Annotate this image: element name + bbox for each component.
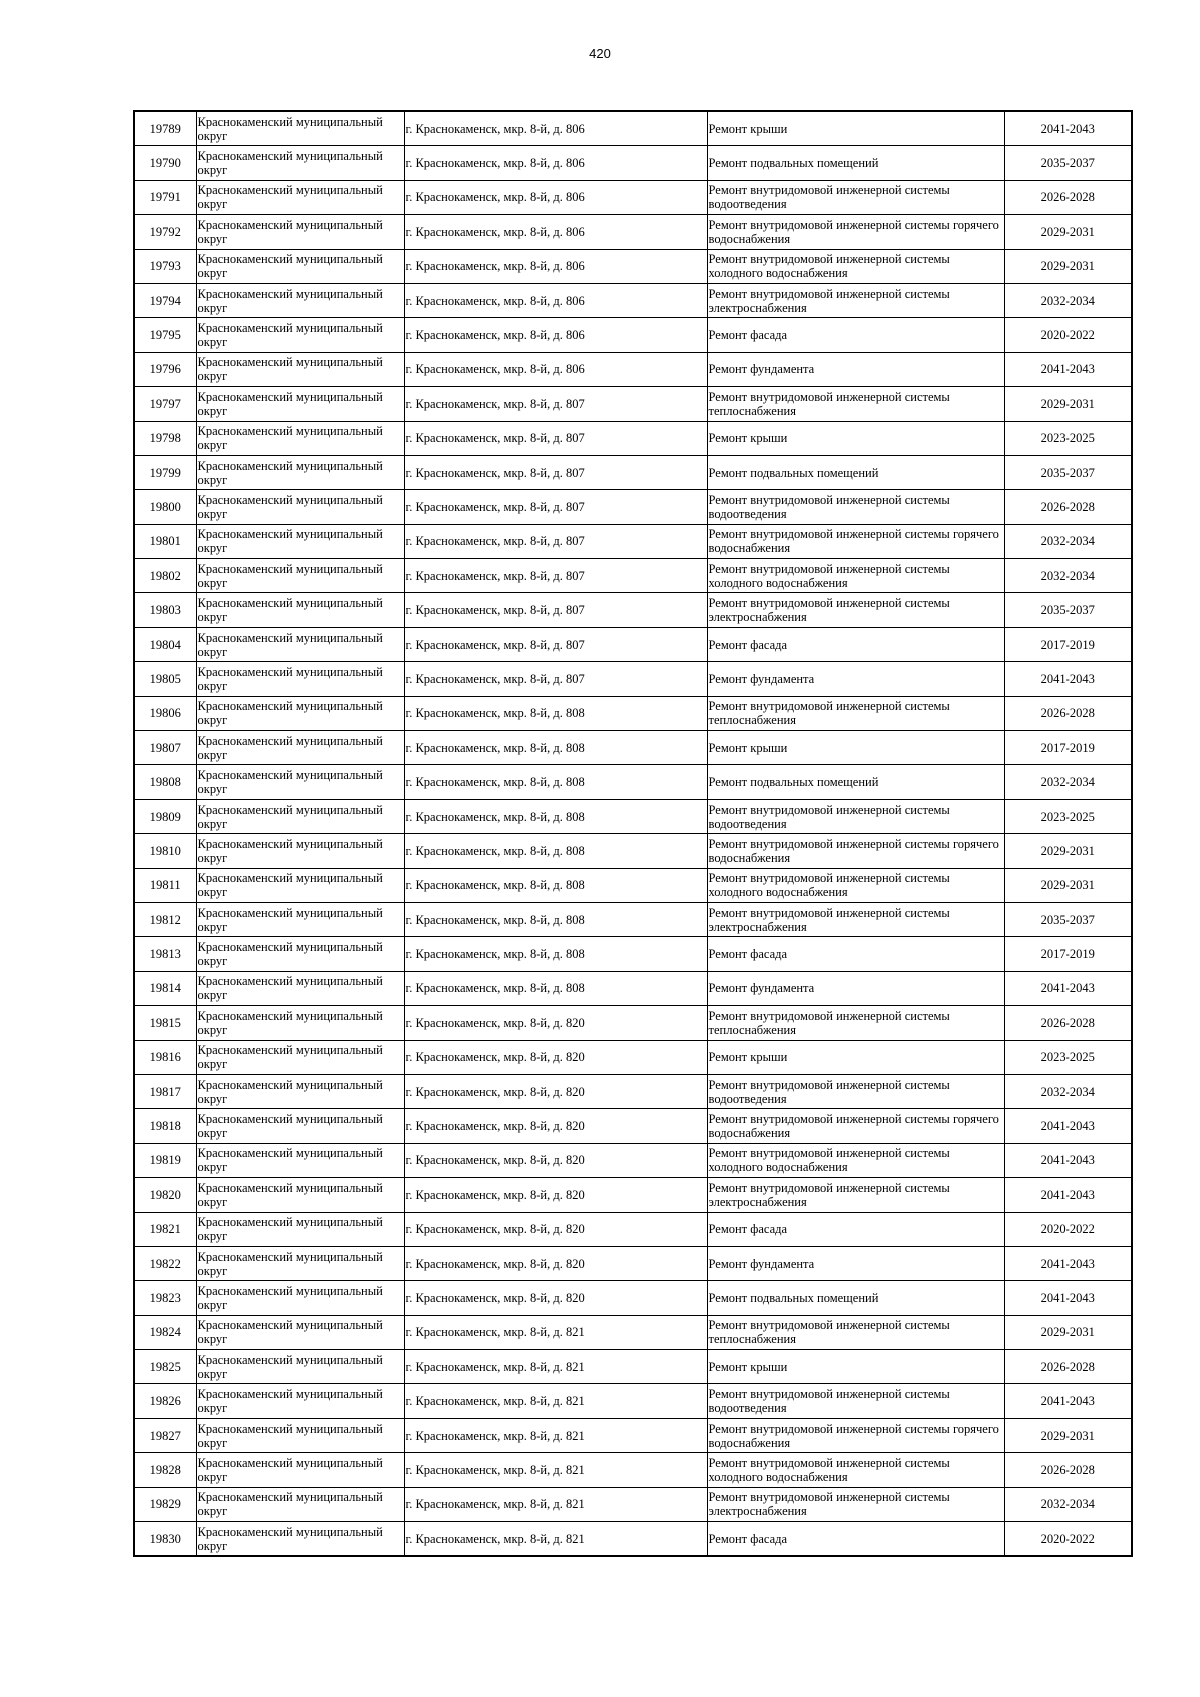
table-row [134, 1418, 1132, 1452]
row-number: 19795 [134, 318, 196, 352]
municipal-district: Краснокаменский муниципальный округ [196, 215, 404, 249]
planned-period: 2029-2031 [1004, 215, 1132, 249]
building-address: г. Краснокаменск, мкр. 8-й, д. 808 [404, 834, 707, 868]
table-row [134, 215, 1132, 249]
row-number: 19811 [134, 868, 196, 902]
table-row [134, 731, 1132, 765]
table-row [134, 490, 1132, 524]
work-type: Ремонт крыши [707, 1040, 1004, 1074]
work-type: Ремонт внутридомовой инженерной системы холодного водоснабжения [707, 559, 1004, 593]
planned-period: 2026-2028 [1004, 1350, 1132, 1384]
municipal-district: Краснокаменский муниципальный округ [196, 1453, 404, 1487]
work-type: Ремонт крыши [707, 421, 1004, 455]
building-address: г. Краснокаменск, мкр. 8-й, д. 821 [404, 1522, 707, 1557]
row-number: 19807 [134, 731, 196, 765]
municipal-district: Краснокаменский муниципальный округ [196, 1212, 404, 1246]
row-number: 19824 [134, 1315, 196, 1349]
table-row [134, 1212, 1132, 1246]
building-address: г. Краснокаменск, мкр. 8-й, д. 820 [404, 1212, 707, 1246]
building-address: г. Краснокаменск, мкр. 8-й, д. 806 [404, 318, 707, 352]
work-type: Ремонт подвальных помещений [707, 765, 1004, 799]
table-row [134, 559, 1132, 593]
municipal-district: Краснокаменский муниципальный округ [196, 490, 404, 524]
work-type: Ремонт внутридомовой инженерной системы холодного водоснабжения [707, 868, 1004, 902]
table-row [134, 1246, 1132, 1280]
building-address: г. Краснокаменск, мкр. 8-й, д. 806 [404, 111, 707, 146]
work-type: Ремонт внутридомовой инженерной системы водоотведения [707, 490, 1004, 524]
table-row [134, 387, 1132, 421]
row-number: 19819 [134, 1143, 196, 1177]
building-address: г. Краснокаменск, мкр. 8-й, д. 821 [404, 1487, 707, 1521]
row-number: 19794 [134, 283, 196, 317]
table-row [134, 318, 1132, 352]
planned-period: 2041-2043 [1004, 1281, 1132, 1315]
work-type: Ремонт внутридомовой инженерной системы теплоснабжения [707, 387, 1004, 421]
planned-period: 2026-2028 [1004, 696, 1132, 730]
planned-period: 2041-2043 [1004, 1384, 1132, 1418]
municipal-district: Краснокаменский муниципальный округ [196, 421, 404, 455]
building-address: г. Краснокаменск, мкр. 8-й, д. 807 [404, 387, 707, 421]
municipal-district: Краснокаменский муниципальный округ [196, 180, 404, 214]
work-type: Ремонт подвальных помещений [707, 146, 1004, 180]
planned-period: 2041-2043 [1004, 111, 1132, 146]
work-type: Ремонт фундамента [707, 662, 1004, 696]
building-address: г. Краснокаменск, мкр. 8-й, д. 820 [404, 1246, 707, 1280]
work-type: Ремонт фасада [707, 627, 1004, 661]
municipal-district: Краснокаменский муниципальный округ [196, 971, 404, 1005]
building-address: г. Краснокаменск, мкр. 8-й, д. 821 [404, 1453, 707, 1487]
table-row [134, 902, 1132, 936]
planned-period: 2032-2034 [1004, 1074, 1132, 1108]
municipal-district: Краснокаменский муниципальный округ [196, 799, 404, 833]
municipal-district: Краснокаменский муниципальный округ [196, 1143, 404, 1177]
row-number: 19790 [134, 146, 196, 180]
building-address: г. Краснокаменск, мкр. 8-й, д. 806 [404, 249, 707, 283]
table-row [134, 1006, 1132, 1040]
building-address: г. Краснокаменск, мкр. 8-й, д. 821 [404, 1350, 707, 1384]
row-number: 19823 [134, 1281, 196, 1315]
work-type: Ремонт крыши [707, 1350, 1004, 1384]
municipal-district: Краснокаменский муниципальный округ [196, 1040, 404, 1074]
municipal-district: Краснокаменский муниципальный округ [196, 146, 404, 180]
table-row [134, 593, 1132, 627]
work-type: Ремонт внутридомовой инженерной системы электроснабжения [707, 1487, 1004, 1521]
planned-period: 2029-2031 [1004, 1315, 1132, 1349]
building-address: г. Краснокаменск, мкр. 8-й, д. 808 [404, 799, 707, 833]
municipal-district: Краснокаменский муниципальный округ [196, 111, 404, 146]
row-number: 19828 [134, 1453, 196, 1487]
building-address: г. Краснокаменск, мкр. 8-й, д. 807 [404, 421, 707, 455]
row-number: 19814 [134, 971, 196, 1005]
table-row [134, 1109, 1132, 1143]
municipal-district: Краснокаменский муниципальный округ [196, 1006, 404, 1040]
planned-period: 2023-2025 [1004, 799, 1132, 833]
building-address: г. Краснокаменск, мкр. 8-й, д. 807 [404, 662, 707, 696]
row-number: 19830 [134, 1522, 196, 1557]
planned-period: 2026-2028 [1004, 1006, 1132, 1040]
table-row [134, 662, 1132, 696]
table-row [134, 249, 1132, 283]
municipal-district: Краснокаменский муниципальный округ [196, 902, 404, 936]
building-address: г. Краснокаменск, мкр. 8-й, д. 807 [404, 490, 707, 524]
table-row [134, 696, 1132, 730]
work-type: Ремонт фундамента [707, 352, 1004, 386]
municipal-district: Краснокаменский муниципальный округ [196, 1178, 404, 1212]
row-number: 19822 [134, 1246, 196, 1280]
row-number: 19815 [134, 1006, 196, 1040]
municipal-district: Краснокаменский муниципальный округ [196, 249, 404, 283]
planned-period: 2032-2034 [1004, 559, 1132, 593]
work-type: Ремонт внутридомовой инженерной системы водоотведения [707, 180, 1004, 214]
work-type: Ремонт внутридомовой инженерной системы холодного водоснабжения [707, 1143, 1004, 1177]
municipal-district: Краснокаменский муниципальный округ [196, 627, 404, 661]
row-number: 19797 [134, 387, 196, 421]
planned-period: 2032-2034 [1004, 524, 1132, 558]
municipal-district: Краснокаменский муниципальный округ [196, 1522, 404, 1557]
table-row [134, 971, 1132, 1005]
work-type: Ремонт внутридомовой инженерной системы горячего водоснабжения [707, 524, 1004, 558]
table-row [134, 1522, 1132, 1557]
building-address: г. Краснокаменск, мкр. 8-й, д. 820 [404, 1074, 707, 1108]
row-number: 19804 [134, 627, 196, 661]
work-type: Ремонт внутридомовой инженерной системы теплоснабжения [707, 1315, 1004, 1349]
municipal-district: Краснокаменский муниципальный округ [196, 765, 404, 799]
table-row [134, 283, 1132, 317]
building-address: г. Краснокаменск, мкр. 8-й, д. 820 [404, 1006, 707, 1040]
row-number: 19791 [134, 180, 196, 214]
table-row [134, 1384, 1132, 1418]
table-row [134, 1487, 1132, 1521]
row-number: 19802 [134, 559, 196, 593]
planned-period: 2029-2031 [1004, 249, 1132, 283]
building-address: г. Краснокаменск, мкр. 8-й, д. 820 [404, 1040, 707, 1074]
row-number: 19796 [134, 352, 196, 386]
registry-table-body [134, 111, 1132, 1556]
work-type: Ремонт фасада [707, 1522, 1004, 1557]
building-address: г. Краснокаменск, мкр. 8-й, д. 808 [404, 765, 707, 799]
row-number: 19805 [134, 662, 196, 696]
work-type: Ремонт крыши [707, 731, 1004, 765]
planned-period: 2026-2028 [1004, 490, 1132, 524]
municipal-district: Краснокаменский муниципальный округ [196, 1281, 404, 1315]
work-type: Ремонт внутридомовой инженерной системы холодного водоснабжения [707, 1453, 1004, 1487]
building-address: г. Краснокаменск, мкр. 8-й, д. 820 [404, 1178, 707, 1212]
planned-period: 2032-2034 [1004, 765, 1132, 799]
building-address: г. Краснокаменск, мкр. 8-й, д. 808 [404, 971, 707, 1005]
building-address: г. Краснокаменск, мкр. 8-й, д. 806 [404, 352, 707, 386]
row-number: 19803 [134, 593, 196, 627]
building-address: г. Краснокаменск, мкр. 8-й, д. 821 [404, 1315, 707, 1349]
planned-period: 2017-2019 [1004, 627, 1132, 661]
municipal-district: Краснокаменский муниципальный округ [196, 318, 404, 352]
work-type: Ремонт крыши [707, 111, 1004, 146]
planned-period: 2041-2043 [1004, 1246, 1132, 1280]
planned-period: 2026-2028 [1004, 180, 1132, 214]
planned-period: 2035-2037 [1004, 455, 1132, 489]
work-type: Ремонт внутридомовой инженерной системы водоотведения [707, 799, 1004, 833]
municipal-district: Краснокаменский муниципальный округ [196, 1074, 404, 1108]
municipal-district: Краснокаменский муниципальный округ [196, 1109, 404, 1143]
planned-period: 2041-2043 [1004, 1143, 1132, 1177]
planned-period: 2023-2025 [1004, 1040, 1132, 1074]
planned-period: 2017-2019 [1004, 937, 1132, 971]
row-number: 19825 [134, 1350, 196, 1384]
municipal-district: Краснокаменский муниципальный округ [196, 1315, 404, 1349]
building-address: г. Краснокаменск, мкр. 8-й, д. 808 [404, 696, 707, 730]
table-row [134, 799, 1132, 833]
work-type: Ремонт внутридомовой инженерной системы электроснабжения [707, 1178, 1004, 1212]
municipal-district: Краснокаменский муниципальный округ [196, 387, 404, 421]
municipal-district: Краснокаменский муниципальный округ [196, 283, 404, 317]
work-type: Ремонт фундамента [707, 1246, 1004, 1280]
building-address: г. Краснокаменск, мкр. 8-й, д. 807 [404, 559, 707, 593]
planned-period: 2041-2043 [1004, 352, 1132, 386]
work-type: Ремонт подвальных помещений [707, 1281, 1004, 1315]
table-row [134, 111, 1132, 146]
building-address: г. Краснокаменск, мкр. 8-й, д. 820 [404, 1281, 707, 1315]
work-type: Ремонт фасада [707, 318, 1004, 352]
municipal-district: Краснокаменский муниципальный округ [196, 559, 404, 593]
row-number: 19829 [134, 1487, 196, 1521]
planned-period: 2026-2028 [1004, 1453, 1132, 1487]
municipal-district: Краснокаменский муниципальный округ [196, 352, 404, 386]
row-number: 19821 [134, 1212, 196, 1246]
municipal-district: Краснокаменский муниципальный округ [196, 731, 404, 765]
work-type: Ремонт внутридомовой инженерной системы горячего водоснабжения [707, 1418, 1004, 1452]
row-number: 19792 [134, 215, 196, 249]
building-address: г. Краснокаменск, мкр. 8-й, д. 821 [404, 1384, 707, 1418]
work-type: Ремонт подвальных помещений [707, 455, 1004, 489]
building-address: г. Краснокаменск, мкр. 8-й, д. 807 [404, 593, 707, 627]
row-number: 19809 [134, 799, 196, 833]
planned-period: 2035-2037 [1004, 902, 1132, 936]
registry-table [133, 110, 1133, 1557]
work-type: Ремонт внутридомовой инженерной системы водоотведения [707, 1384, 1004, 1418]
planned-period: 2035-2037 [1004, 593, 1132, 627]
municipal-district: Краснокаменский муниципальный округ [196, 696, 404, 730]
planned-period: 2041-2043 [1004, 1109, 1132, 1143]
table-row [134, 1143, 1132, 1177]
building-address: г. Краснокаменск, мкр. 8-й, д. 807 [404, 455, 707, 489]
building-address: г. Краснокаменск, мкр. 8-й, д. 808 [404, 937, 707, 971]
municipal-district: Краснокаменский муниципальный округ [196, 868, 404, 902]
row-number: 19818 [134, 1109, 196, 1143]
planned-period: 2032-2034 [1004, 283, 1132, 317]
municipal-district: Краснокаменский муниципальный округ [196, 455, 404, 489]
row-number: 19789 [134, 111, 196, 146]
work-type: Ремонт фасада [707, 937, 1004, 971]
table-row [134, 765, 1132, 799]
municipal-district: Краснокаменский муниципальный округ [196, 834, 404, 868]
municipal-district: Краснокаменский муниципальный округ [196, 1487, 404, 1521]
building-address: г. Краснокаменск, мкр. 8-й, д. 808 [404, 868, 707, 902]
planned-period: 2029-2031 [1004, 1418, 1132, 1452]
row-number: 19808 [134, 765, 196, 799]
municipal-district: Краснокаменский муниципальный округ [196, 937, 404, 971]
building-address: г. Краснокаменск, мкр. 8-й, д. 806 [404, 215, 707, 249]
row-number: 19793 [134, 249, 196, 283]
work-type: Ремонт внутридомовой инженерной системы электроснабжения [707, 902, 1004, 936]
planned-period: 2041-2043 [1004, 1178, 1132, 1212]
row-number: 19827 [134, 1418, 196, 1452]
work-type: Ремонт внутридомовой инженерной системы электроснабжения [707, 593, 1004, 627]
row-number: 19806 [134, 696, 196, 730]
building-address: г. Краснокаменск, мкр. 8-й, д. 808 [404, 731, 707, 765]
building-address: г. Краснокаменск, мкр. 8-й, д. 820 [404, 1143, 707, 1177]
table-row [134, 834, 1132, 868]
work-type: Ремонт фундамента [707, 971, 1004, 1005]
building-address: г. Краснокаменск, мкр. 8-й, д. 808 [404, 902, 707, 936]
work-type: Ремонт внутридомовой инженерной системы водоотведения [707, 1074, 1004, 1108]
work-type: Ремонт внутридомовой инженерной системы теплоснабжения [707, 696, 1004, 730]
table-row [134, 868, 1132, 902]
building-address: г. Краснокаменск, мкр. 8-й, д. 807 [404, 524, 707, 558]
building-address: г. Краснокаменск, мкр. 8-й, д. 807 [404, 627, 707, 661]
work-type: Ремонт внутридомовой инженерной системы теплоснабжения [707, 1006, 1004, 1040]
table-row [134, 1040, 1132, 1074]
table-row [134, 421, 1132, 455]
municipal-district: Краснокаменский муниципальный округ [196, 1418, 404, 1452]
table-row [134, 180, 1132, 214]
planned-period: 2020-2022 [1004, 318, 1132, 352]
planned-period: 2023-2025 [1004, 421, 1132, 455]
work-type: Ремонт внутридомовой инженерной системы горячего водоснабжения [707, 215, 1004, 249]
planned-period: 2029-2031 [1004, 868, 1132, 902]
table-row [134, 1315, 1132, 1349]
table-row [134, 1453, 1132, 1487]
table-row [134, 937, 1132, 971]
municipal-district: Краснокаменский муниципальный округ [196, 662, 404, 696]
planned-period: 2029-2031 [1004, 834, 1132, 868]
table-row [134, 146, 1132, 180]
table-row [134, 455, 1132, 489]
building-address: г. Краснокаменск, мкр. 8-й, д. 806 [404, 180, 707, 214]
municipal-district: Краснокаменский муниципальный округ [196, 593, 404, 627]
table-row [134, 627, 1132, 661]
municipal-district: Краснокаменский муниципальный округ [196, 1350, 404, 1384]
building-address: г. Краснокаменск, мкр. 8-й, д. 806 [404, 146, 707, 180]
table-row [134, 1178, 1132, 1212]
row-number: 19813 [134, 937, 196, 971]
row-number: 19816 [134, 1040, 196, 1074]
row-number: 19817 [134, 1074, 196, 1108]
table-row [134, 1074, 1132, 1108]
planned-period: 2041-2043 [1004, 971, 1132, 1005]
work-type: Ремонт фасада [707, 1212, 1004, 1246]
table-row [134, 524, 1132, 558]
row-number: 19826 [134, 1384, 196, 1418]
table-row [134, 1350, 1132, 1384]
planned-period: 2035-2037 [1004, 146, 1132, 180]
page-number: 420 [589, 46, 611, 61]
municipal-district: Краснокаменский муниципальный округ [196, 1384, 404, 1418]
row-number: 19810 [134, 834, 196, 868]
planned-period: 2032-2034 [1004, 1487, 1132, 1521]
work-type: Ремонт внутридомовой инженерной системы горячего водоснабжения [707, 1109, 1004, 1143]
work-type: Ремонт внутридомовой инженерной системы горячего водоснабжения [707, 834, 1004, 868]
row-number: 19820 [134, 1178, 196, 1212]
building-address: г. Краснокаменск, мкр. 8-й, д. 806 [404, 283, 707, 317]
table-row [134, 1281, 1132, 1315]
planned-period: 2020-2022 [1004, 1212, 1132, 1246]
building-address: г. Краснокаменск, мкр. 8-й, д. 821 [404, 1418, 707, 1452]
municipal-district: Краснокаменский муниципальный округ [196, 1246, 404, 1280]
building-address: г. Краснокаменск, мкр. 8-й, д. 820 [404, 1109, 707, 1143]
planned-period: 2020-2022 [1004, 1522, 1132, 1557]
planned-period: 2017-2019 [1004, 731, 1132, 765]
row-number: 19799 [134, 455, 196, 489]
row-number: 19801 [134, 524, 196, 558]
table-row [134, 352, 1132, 386]
planned-period: 2029-2031 [1004, 387, 1132, 421]
row-number: 19798 [134, 421, 196, 455]
work-type: Ремонт внутридомовой инженерной системы холодного водоснабжения [707, 249, 1004, 283]
planned-period: 2041-2043 [1004, 662, 1132, 696]
row-number: 19800 [134, 490, 196, 524]
row-number: 19812 [134, 902, 196, 936]
work-type: Ремонт внутридомовой инженерной системы электроснабжения [707, 283, 1004, 317]
municipal-district: Краснокаменский муниципальный округ [196, 524, 404, 558]
